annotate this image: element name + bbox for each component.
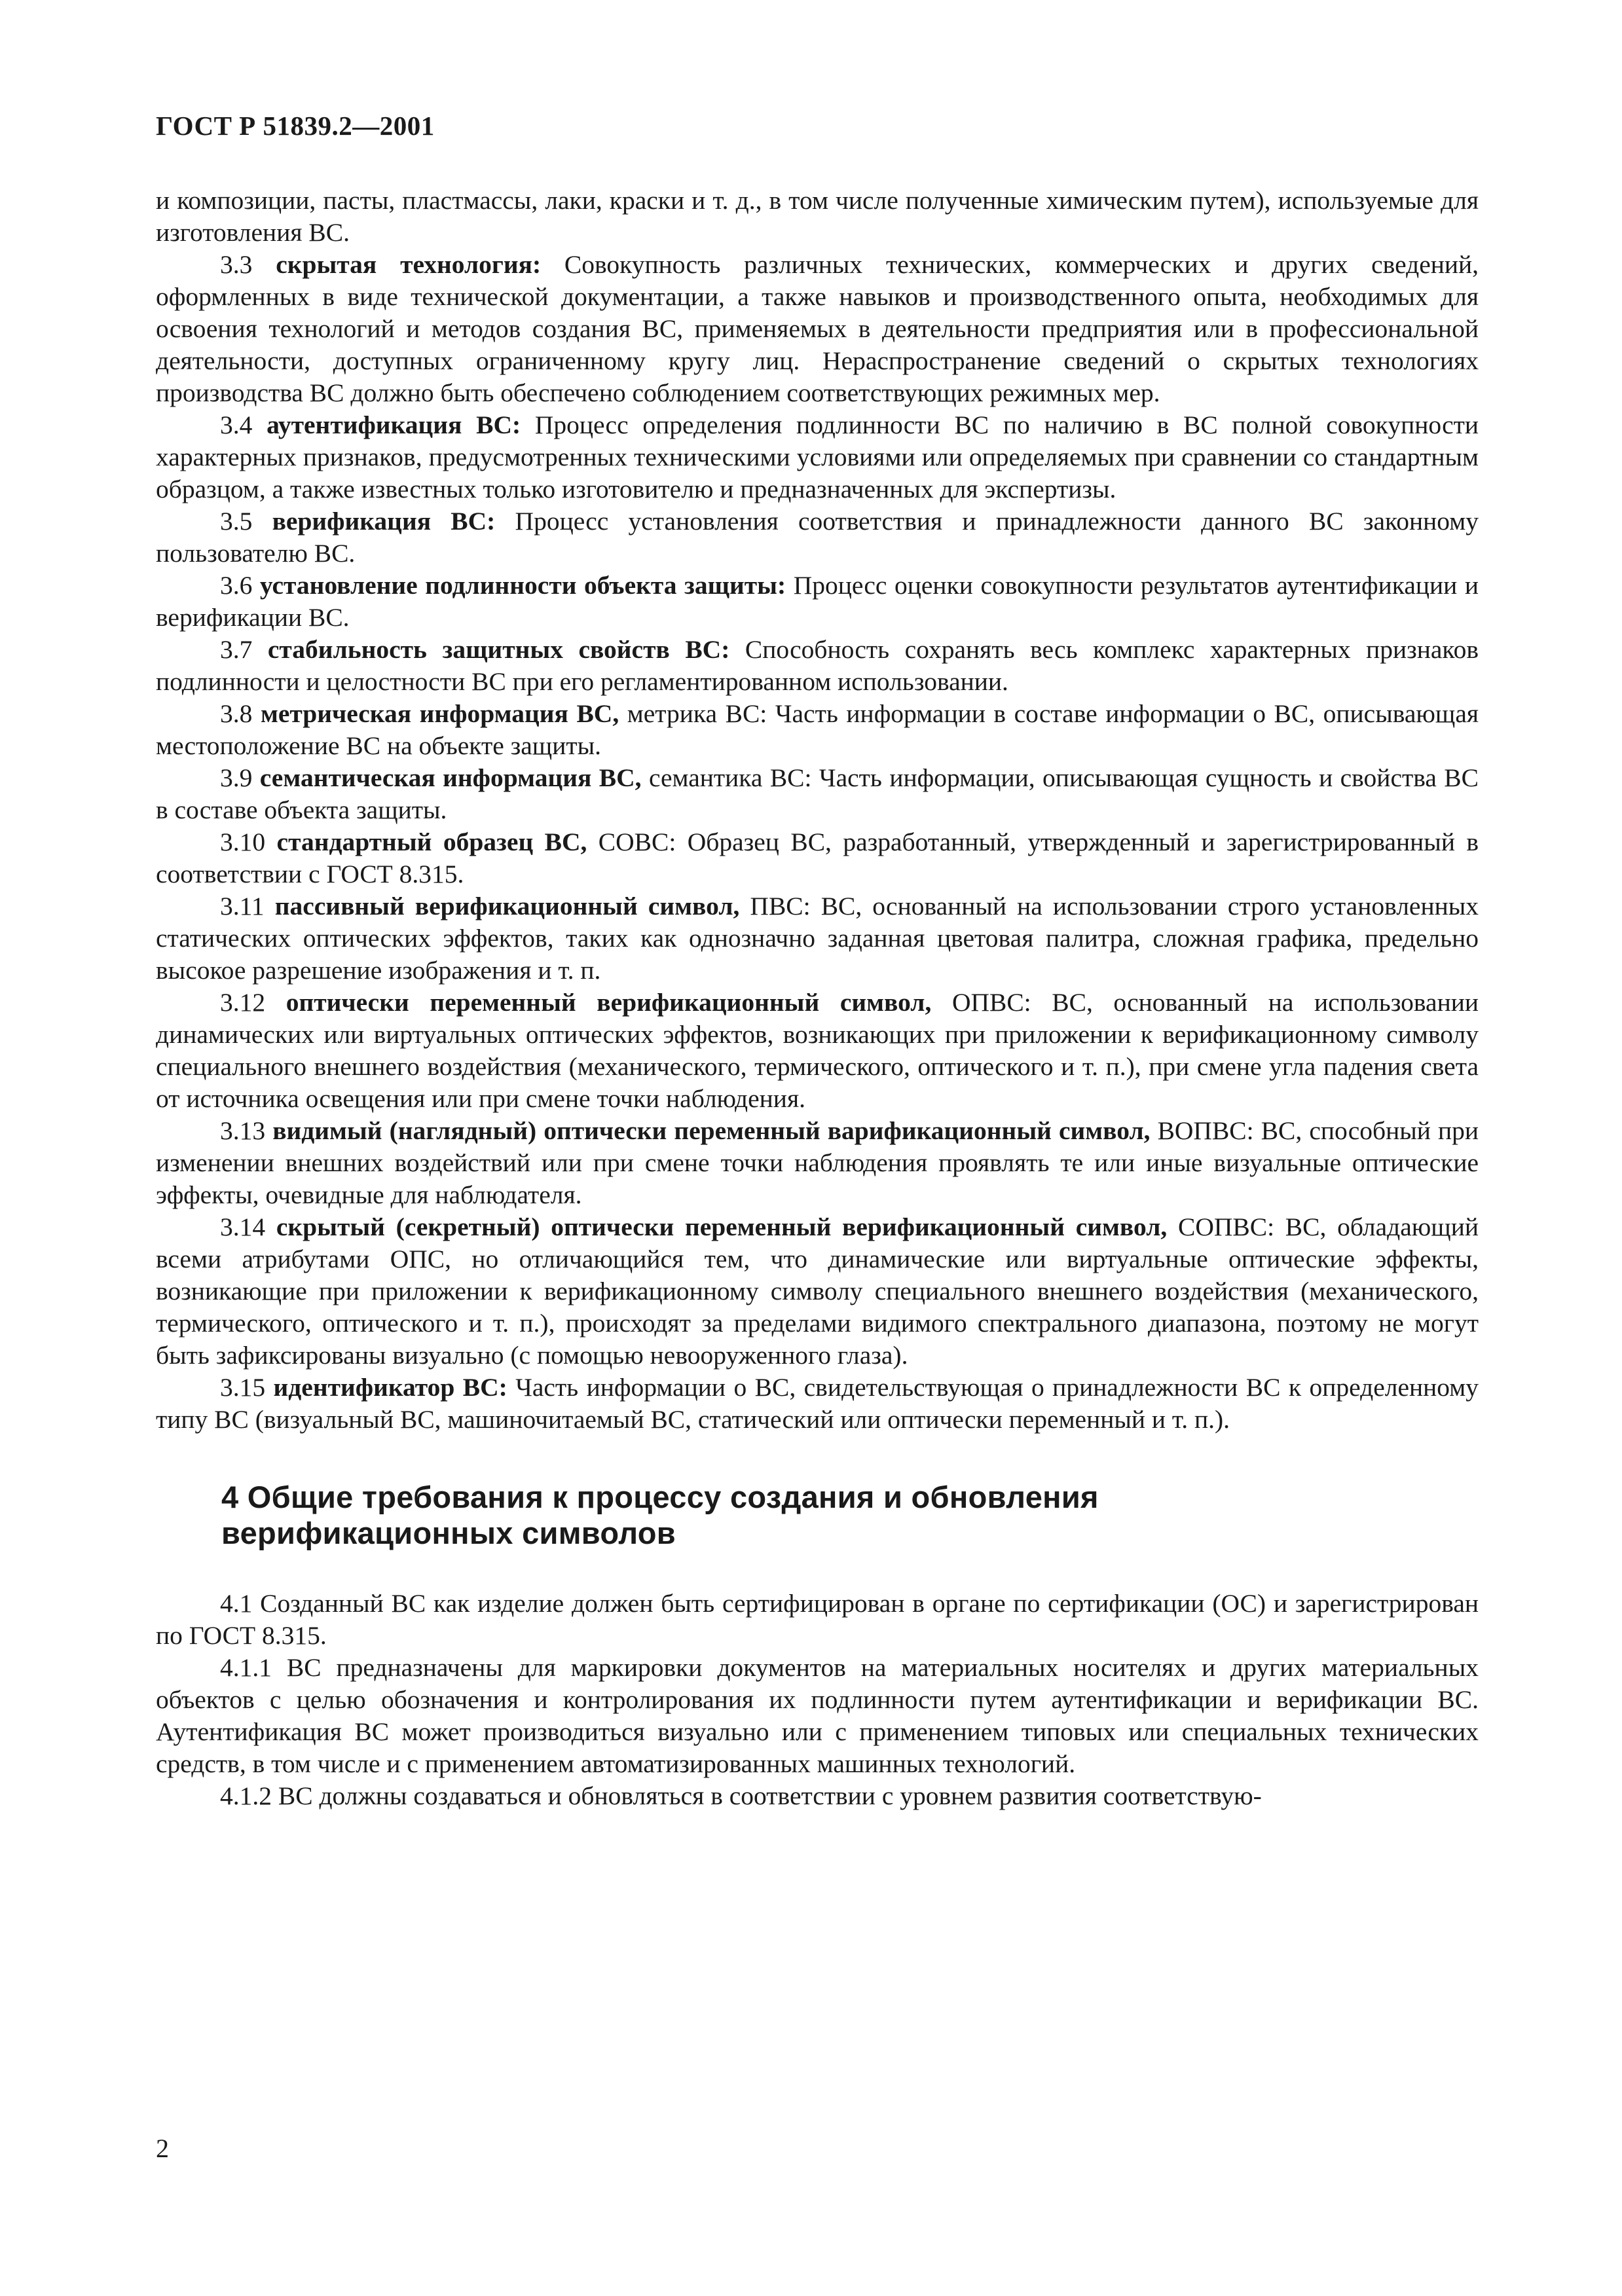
- definition-number: 3.15: [220, 1373, 266, 1402]
- definition-term: стандартный образец ВС,: [276, 828, 587, 856]
- definition-term: оптически переменный верификационный символ,: [286, 988, 932, 1017]
- definition-term: аутентификация ВС:: [267, 410, 521, 439]
- definition-text: ВС, способный при изменении внешних воздействий или при смене точки наблюдения проявлять те или иные визуальные оптические эффекты, очевидные для наблюдателя.: [156, 1116, 1479, 1209]
- definition-number: 3.7: [220, 635, 253, 664]
- definition-text: Часть информации в составе информации о ВС, описывающая местоположение ВС на объекте защиты.: [156, 699, 1479, 760]
- definition-alias: СОПВС:: [1177, 1212, 1275, 1241]
- definition-text: ВС, основанный на использовании динамических или виртуальных оптических эффектов, возникающих при приложении к верификационному символу специального внешнего воздействия (механического, термического, оптического и т. п.), при смене угла падения света от источника освещения или при смене точки наблюдения.: [156, 988, 1479, 1113]
- definition-item: [156, 890, 1479, 987]
- definition-number: 3.12: [220, 988, 266, 1017]
- definition-term: видимый (наглядный) оптически переменный варификационный символ,: [272, 1116, 1151, 1145]
- definition-term: стабильность защитных свойств ВС:: [267, 635, 730, 664]
- definition-term: метрическая информация ВС,: [260, 699, 619, 728]
- definition-item: [156, 570, 1479, 634]
- definition-term: скрытая технология:: [276, 250, 542, 279]
- continuation-paragraph: и композиции, пасты, пластмассы, лаки, краски и т. д., в том числе полученные химическим путем), используемые для изготовления ВС.: [156, 186, 1479, 247]
- definition-item: [156, 1211, 1479, 1372]
- definition-item: [156, 826, 1479, 890]
- definition-term: пассивный верификационный символ,: [274, 892, 740, 920]
- definition-text: Процесс установления соответствия и принадлежности данного ВС законному пользователю ВС.: [156, 507, 1479, 568]
- definition-item: [156, 987, 1479, 1115]
- definition-text: Способность сохранять весь комплекс характерных признаков подлинности и целостности ВС при его регламентированном использовании.: [156, 635, 1479, 696]
- definition-text: Часть информации, описывающая сущность и свойства ВС в составе объекта защиты.: [156, 763, 1479, 824]
- definition-number: 3.11: [220, 892, 265, 920]
- definition-term: установление подлинности объекта защиты:: [259, 571, 786, 600]
- definition-item: [156, 1115, 1479, 1211]
- section-4-title-line-2: верификационных символов: [221, 1516, 676, 1550]
- definition-number: 3.6: [220, 571, 253, 600]
- definition-term: семантическая информация ВС,: [259, 763, 642, 792]
- definition-item: [156, 1372, 1479, 1436]
- definition-term: идентификатор ВС:: [273, 1373, 507, 1402]
- definition-term: скрытый (секретный) оптически переменный верификационный символ,: [276, 1212, 1168, 1241]
- definitions-list: [156, 249, 1479, 1436]
- definition-alias: ОПВС:: [951, 988, 1031, 1017]
- definition-text: ВС, основанный на использовании строго установленных статических оптических эффектов, таких как однозначно заданная цветовая палитра, сложная графика, предельно высокое разрешение изображения и т. п.: [156, 892, 1479, 985]
- definition-number: 3.8: [220, 699, 253, 728]
- definition-alias: СОВС:: [598, 828, 676, 856]
- definition-alias: метрика ВС:: [627, 699, 767, 728]
- definition-item: [156, 409, 1479, 505]
- section-4-title: [221, 1479, 1479, 1551]
- definition-item: [156, 505, 1479, 570]
- definition-alias: семантика ВС:: [648, 763, 812, 792]
- clause-4-1-1: 4.1.1 ВС предназначены для маркировки документов на материальных носителях и других материальных объектов с целью обозначения и контролирования их подлинности путем аутентификации и верификации ВС. Аутентификация ВС может производиться визуально или с применением типовых или специальных технических средств, в том числе и с применением автоматизированных машинных технологий.: [156, 1653, 1479, 1778]
- definition-text: ВС, обладающий всеми атрибутами ОПС, но отличающийся тем, что динамические или виртуальные оптические эффекты, возникающие при приложении к верификационному символу специального внешнего воздействия (механического, термического, оптического и т. п.), происходят за пределами видимого спектрального диапазона, поэтому не могут быть зафиксированы визуально (с помощью невооруженного глаза).: [156, 1212, 1479, 1370]
- definition-item: [156, 249, 1479, 409]
- definition-alias: ВОПВС:: [1157, 1116, 1254, 1145]
- definition-text: Процесс оценки совокупности результатов аутентификации и верификации ВС.: [156, 571, 1479, 632]
- definition-text: Процесс определения подлинности ВС по наличию в ВС полной совокупности характерных признаков, предусмотренных техническими условиями или определяемых при сравнении со стандартным образцом, а также известных только изготовителю и предназначенных для экспертизы.: [156, 410, 1479, 503]
- document-code-header: ГОСТ Р 51839.2—2001: [156, 111, 435, 141]
- definition-text: Часть информации о ВС, свидетельствующая о принадлежности ВС к определенному типу ВС (визуальный ВС, машиночитаемый ВС, статический или оптически переменный и т. п.).: [156, 1373, 1479, 1434]
- definition-text: Образец ВС, разработанный, утвержденный и зарегистрированный в соответствии с ГОСТ 8.315.: [156, 828, 1479, 888]
- definition-number: 3.14: [220, 1212, 266, 1241]
- definition-alias: ПВС:: [750, 892, 811, 920]
- definition-number: 3.13: [220, 1116, 266, 1145]
- definition-number: 3.9: [220, 763, 253, 792]
- definition-item: [156, 698, 1479, 762]
- document-body: [156, 185, 1479, 1812]
- definition-number: 3.4: [220, 410, 253, 439]
- definition-term: верификация ВС:: [272, 507, 496, 536]
- definition-text: Совокупность различных технических, коммерческих и других сведений, оформленных в виде технической документации, а также навыков и производственного опыта, необходимых для освоения технологий и методов создания ВС, применяемых в деятельности предприятия или в профессиональной деятельности, доступных ограниченному кругу лиц. Нераспространение сведений о скрытых технологиях производства ВС должно быть обеспечено соблюдением соответствующих режимных мер.: [156, 250, 1479, 407]
- definition-item: [156, 762, 1479, 826]
- section-4-title-line-1: 4 Общие требования к процессу создания и обновления: [221, 1480, 1099, 1514]
- definition-item: [156, 634, 1479, 698]
- page-number: 2: [156, 2134, 169, 2163]
- definition-number: 3.5: [220, 507, 253, 536]
- definition-number: 3.3: [220, 250, 253, 279]
- clause-4-1: 4.1 Созданный ВС как изделие должен быть сертифицирован в органе по сертификации (ОС) и зарегистрирован по ГОСТ 8.315.: [156, 1589, 1479, 1650]
- definition-number: 3.10: [220, 828, 266, 856]
- clause-4-1-2: 4.1.2 ВС должны создаваться и обновляться в соответствии с уровнем развития соответствую-: [220, 1781, 1262, 1810]
